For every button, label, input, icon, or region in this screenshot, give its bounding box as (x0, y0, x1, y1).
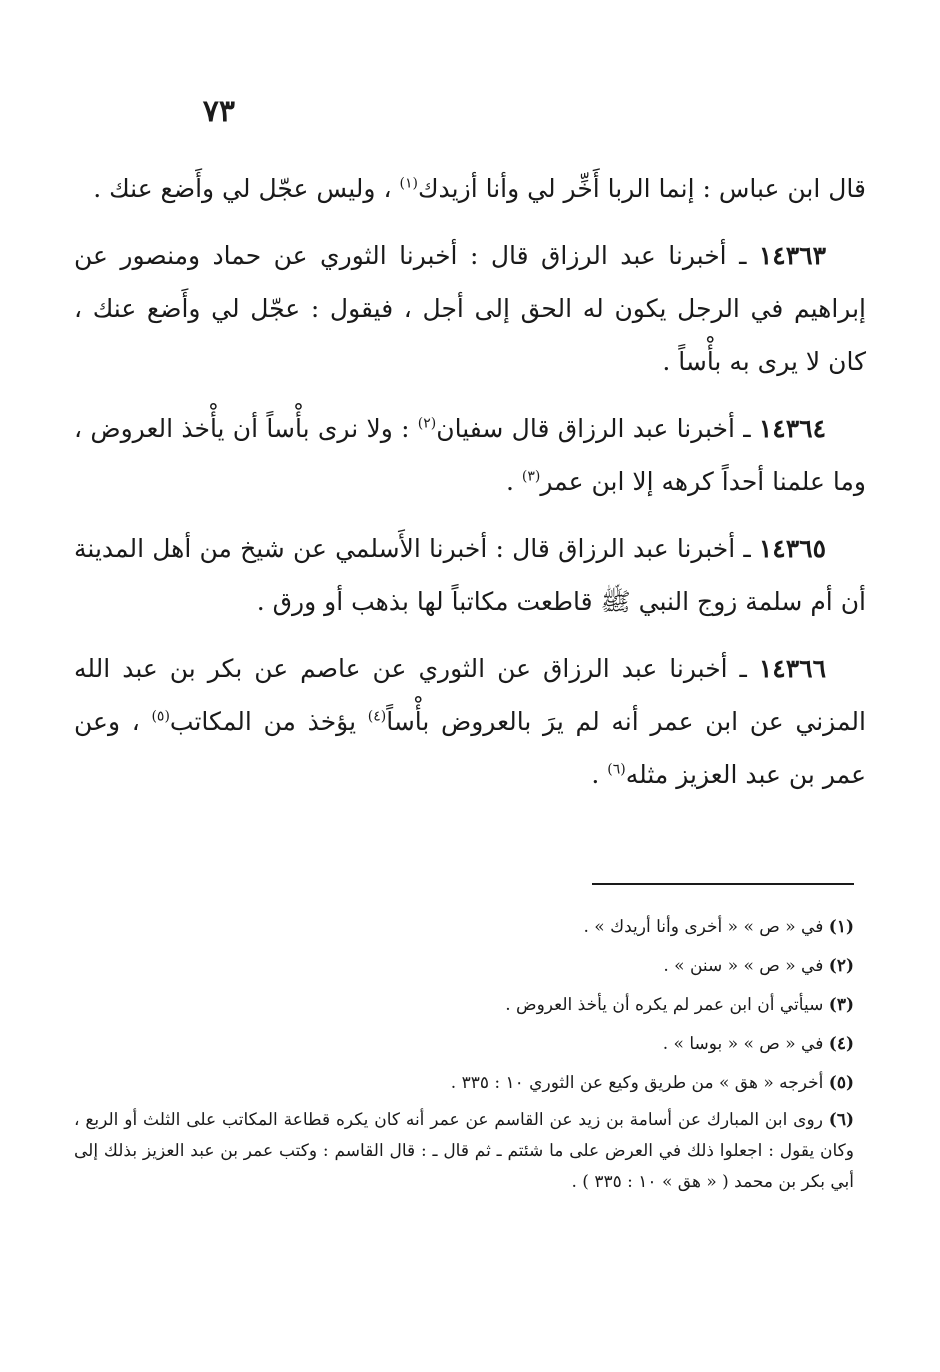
footnote-5 (74, 1064, 866, 1103)
footnote-number: (٢) (828, 956, 854, 976)
footnote-4 (74, 1025, 866, 1064)
paragraph-text: ، وليس عجّل لي وأَضع عنك . (93, 174, 400, 203)
hadith-14366 (74, 642, 866, 801)
footnote-2 (74, 947, 866, 986)
footnote-text: في « ص » « أخرى وأنا أريدك » . (583, 917, 829, 937)
footnote-ref-1: (١) (399, 175, 418, 192)
hadith-number: ١٤٣٦٥ (758, 534, 826, 563)
footnote-text: في « ص » « بوسا » . (662, 1034, 829, 1054)
footnote-number: (٤) (828, 1034, 854, 1054)
paragraph-text: قال ابن عباس : إنما الربا أَخِّر لي وأنا أزيدك (417, 174, 866, 203)
footnote-number: (٦) (828, 1110, 854, 1130)
footnote-text: أخرجه « هق » من طريق وكيع عن الثوري ١٠ : ٣٣٥ . (450, 1073, 829, 1093)
paragraph-text: ـ أخبرنا عبد الرزاق عن الثوري عن عاصم عن بكر بن عبد الله المزني عن ابن عمر أنه لم يرَ بالعروض بأْساً (74, 654, 866, 736)
footnote-number: (١) (828, 917, 854, 937)
hadith-number: ١٤٣٦٤ (758, 414, 826, 443)
footnote-ref-6: (٦) (607, 761, 626, 778)
hadith-number: ١٤٣٦٣ (758, 241, 826, 270)
footnotes (74, 908, 866, 1198)
paragraph-text: . (506, 467, 522, 496)
footnote-ref-3: (٣) (521, 468, 541, 485)
hadith-14365 (74, 522, 866, 628)
footnote-text: في « ص » « سنن » . (663, 956, 829, 976)
hadith-14364 (74, 402, 866, 508)
footnote-number: (٣) (828, 995, 854, 1015)
footnote-6 (74, 1105, 866, 1198)
paragraph-intro (74, 162, 866, 215)
footnote-1 (74, 908, 866, 947)
footnote-ref-5: (٥) (151, 708, 170, 725)
paragraph-text: ـ أخبرنا عبد الرزاق قال : أخبرنا الأَسلمي عن شيخ من أهل المدينة أن أم سلمة زوج النبي ﷺ قاطعت مكاتباً لها بذهب أو ورق . (74, 534, 866, 616)
footnote-3 (74, 986, 866, 1025)
footnote-number: (٥) (828, 1073, 854, 1093)
paragraph-text: . (591, 760, 608, 789)
main-text (74, 162, 866, 815)
paragraph-text: ، وعن عمر بن عبد العزيز مثله (74, 707, 866, 789)
footnote-ref-4: (٤) (367, 708, 387, 725)
footnote-separator (592, 883, 854, 885)
footnote-text: سيأتي أن ابن عمر لم يكره أن يأخذ العروض . (505, 995, 829, 1015)
paragraph-text: ـ أخبرنا عبد الرزاق قال سفيان (436, 414, 759, 443)
paragraph-text: يؤخذ من المكاتب (169, 707, 368, 736)
hadith-14363 (74, 229, 866, 388)
footnote-text: روى ابن المبارك عن أسامة بن زيد عن القاسم عن عمر أنه كان يكره قطاعة المكاتب على الثلث أو الربع ، وكان يقول : اجعلوا ذلك في العرض على ما شئتم ـ ثم قال ـ : قال القاسم : وكتب عمر بن عبد العزيز بذلك إلى أبي بكر بن محمد ( « هق » ١٠ : ٣٣٥ ) . (74, 1110, 854, 1192)
page-number: ٧٣ (202, 94, 235, 129)
paragraph-text: : ولا نرى بأْساً أن يأْخذ العروض ، وما علمنا أحداً كرهه إلا ابن عمر (74, 414, 866, 496)
paragraph-text: ـ أخبرنا عبد الرزاق قال : أخبرنا الثوري عن حماد ومنصور عن إبراهيم في الرجل يكون له الحق إلى أجل ، فيقول : عجّل لي وأَضع عنك ، كان لا يرى به بأْساً . (74, 241, 866, 376)
footnote-ref-2: (٢) (417, 415, 437, 432)
hadith-number: ١٤٣٦٦ (758, 654, 826, 683)
